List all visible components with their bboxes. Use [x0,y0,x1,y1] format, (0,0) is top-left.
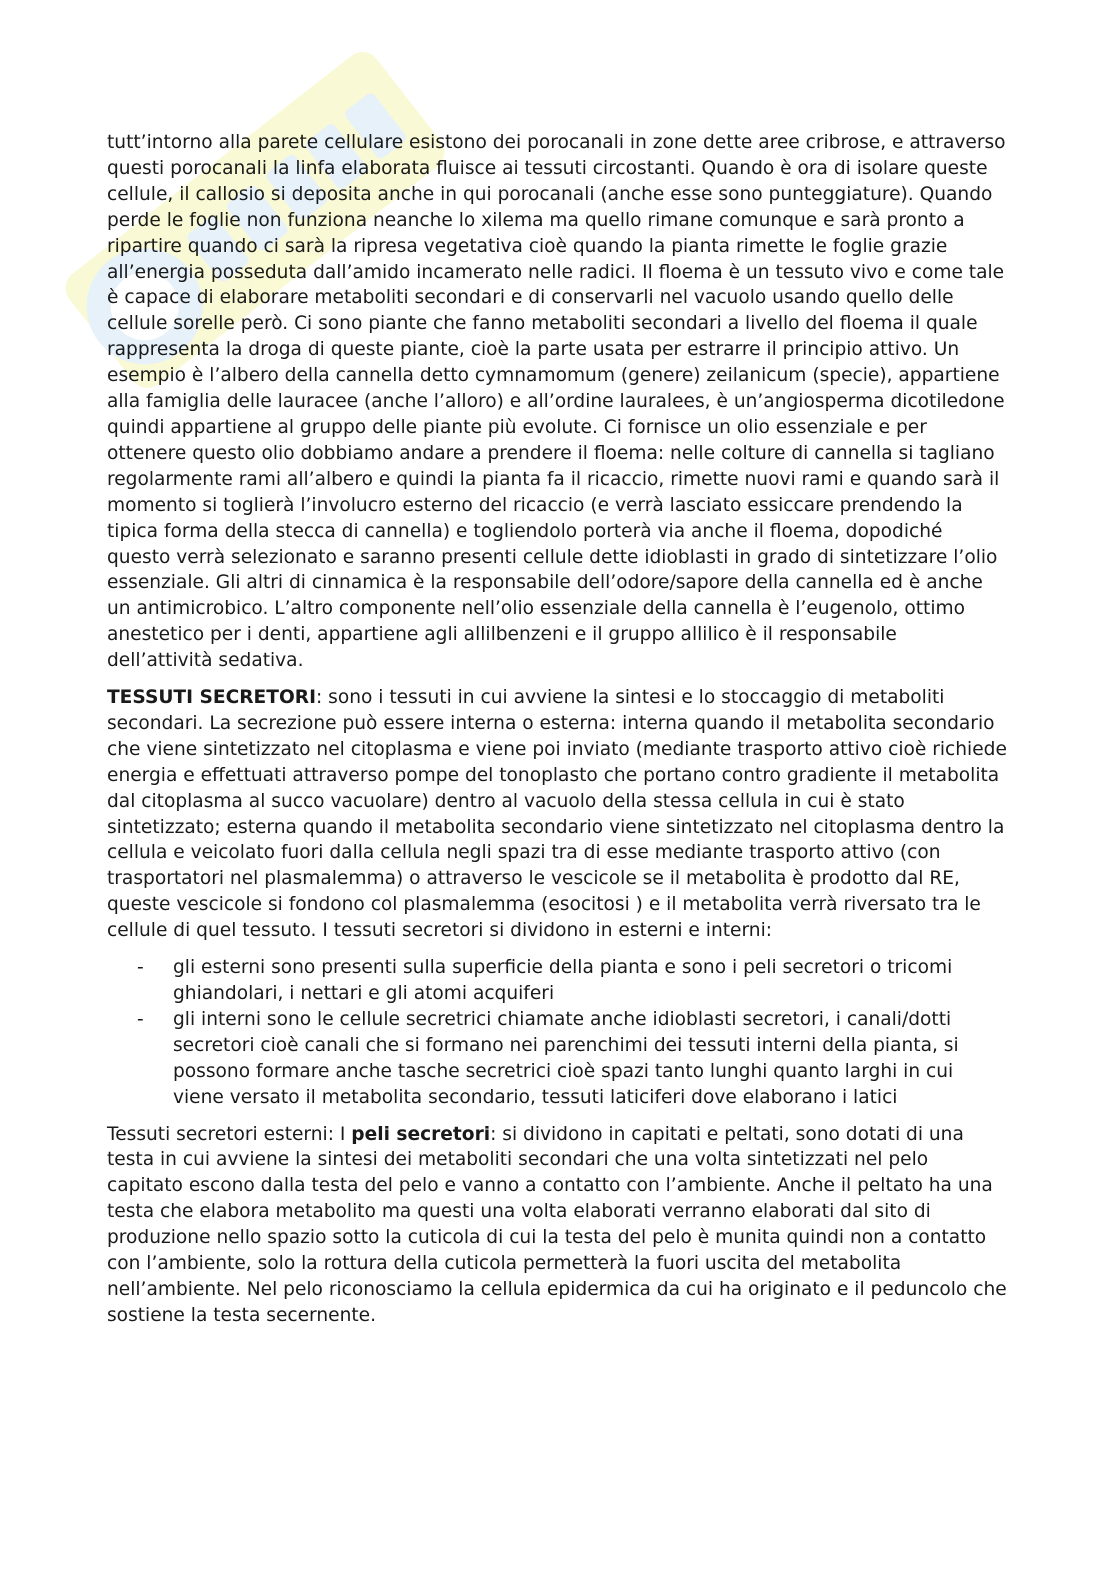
paragraph-peli-secretori [107,1122,1007,1329]
list-item [107,1007,1007,1111]
paragraph-tessuti-secretori [107,685,1007,944]
list-item [107,955,1007,1007]
term-peli-secretori: peli secretori [351,1123,491,1145]
list-item-text: gli interni sono le cellule secretrici chiamate anche idioblasti secretori, i canali/dotti secretori cioè canali che si formano nei parenchimi dei tessuti interni della pianta, si possono formare anche tasche secretrici cioè spazi tanto lunghi quanto larghi in cui viene versato il metabolita secondario, tessuti laticiferi dove elaborano i latici [173,1008,959,1108]
paragraph-floema: tutt’intorno alla parete cellulare esistono dei porocanali in zone dette aree cribrose, e attraverso questi porocanali la linfa elaborata fluisce ai tessuti circostanti. Quando è ora di isolare queste cellule, il callosio si deposita anche in qui porocanali (anche esse sono punteggiature). Quando perde le foglie non funziona neanche lo xilema ma quello rimane comunque e sarà pronto a ripartire quando ci sarà la ripresa vegetativa cioè quando la pianta rimette le foglie grazie all’energia posseduta dall’amido incamerato nelle radici. Il floema è un tessuto vivo e come tale è capace di elaborare metaboliti secondari e di conservarli nel vacuolo usando quello delle cellule sorelle però. Ci sono piante che fanno metaboliti secondari a livello del floema il quale rappresenta la droga di queste piante, cioè la parte usata per estrarre il principio attivo. Un esempio è l’albero della cannella detto cymnamomum (genere) zeilanicum (specie), appartiene alla famiglia delle lauracee (anche l’alloro) e all’ordine lauralees, è un’angiosperma dicotiledone quindi appartiene al gruppo delle piante più evolute. Ci fornisce un olio essenziale e per ottenere questo olio dobbiamo andare a prendere il floema: nelle colture di cannella si tagliano regolarmente rami all’albero e quindi la pianta fa il ricaccio, rimette nuovi rami e quando sarà il momento si toglierà l’involucro esterno del ricaccio (e verrà lasciato essiccare prendendo la tipica forma della stecca di cannella) e togliendolo porterà via anche il floema, dopodiché questo verrà selezionato e saranno presenti cellule dette idioblasti in grado di sintetizzare l’olio essenziale. Gli altri di cinnamica è la responsabile dell’odore/sapore della cannella ed è anche un antimicrobico. L’altro componente nell’olio essenziale della cannella è l’eugenolo, ottimo anestetico per i denti, appartiene agli allilbenzeni e il gruppo allilico è il responsabile dell’attività sedativa. [107,132,1006,672]
secretory-tissue-list [107,955,1007,1110]
paragraph-peli-secretori-text: : si dividono in capitati e peltati, sono dotati di una testa in cui avviene la sintesi dei metaboliti secondari che una volta sintetizzati nel pelo capitato escono dalla testa del pelo e vanno a contatto con l’ambiente. Anche il peltato ha una testa che elabora metabolito ma questi una volta elaborati verranno elaborati dal sito di produzione nello spazio sotto la cuticola di cui la testa del pelo è munita quindi non a contatto con l’ambiente, solo la rottura della cuticola permetterà la fuori uscita del metabolita nell’ambiente. Nel pelo riconosciamo la cellula epidermica da cui ha originato e il peduncolo che sostiene la testa secernente. [107,1123,1007,1326]
heading-tessuti-secretori: TESSUTI SECRETORI [107,687,316,709]
paragraph-tessuti-secretori-text: : sono i tessuti in cui avviene la sintesi e lo stoccaggio di metaboliti secondari. La secrezione può essere interna o esterna: interna quando il metabolita secondario che viene sintetizzato nel citoplasma e viene poi inviato (mediante trasporto attivo cioè richiede energia e effettuati attraverso pompe del tonoplasto che portano contro gradiente il metabolita dal citoplasma al succo vacuolare) dentro al vacuolo della stessa cellula in cui è stato sintetizzato; esterna quando il metabolita secondario viene sintetizzato nel citoplasma dentro la cellula e veicolato fuori dalla cellula negli spazi tra di esse mediante trasporto attivo (con trasportatori nel plasmalemma) o attraverso le vescicole se il metabolita è prodotto dal RE, queste vescicole si fondono col plasmalemma (esocitosi ) e il metabolita verrà riversato tra le cellule di quel tessuto. I tessuti secretori si dividono in esterni e interni: [107,687,1007,942]
paragraph-peli-secretori-start: Tessuti secretori esterni: I [107,1123,352,1145]
list-marker: - [137,957,144,979]
list-item-text: gli esterni sono presenti sulla superficie della pianta e sono i peli secretori o tricomi ghiandolari, i nettari e gli atomi acquiferi [173,957,953,1004]
list-marker: - [137,1008,144,1030]
document-body [107,130,1007,1340]
